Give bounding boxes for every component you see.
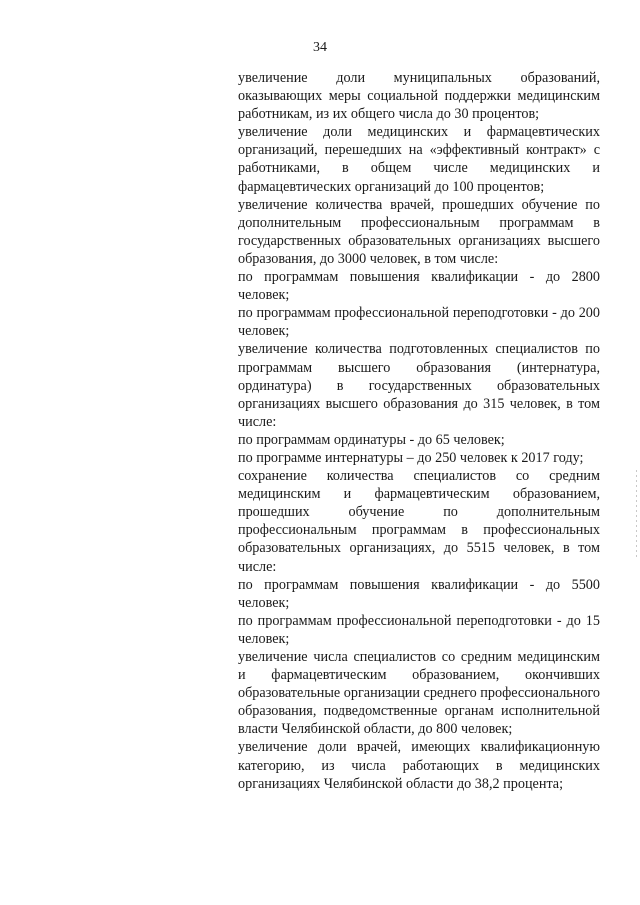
paragraph: по программам ординатуры - до 65 человек; xyxy=(238,431,505,448)
paragraph: по программе интернатуры – до 250 человек к 2017 году; xyxy=(238,449,584,466)
paragraph: сохранение количества специалистов со средним медицинским и фармацевтическим образованием, прошедших обучение по дополнительным профессиональным программам в профессиональных образовательных организациях, до 5515 человек, в том числе: xyxy=(238,468,600,575)
page-number: 34 xyxy=(313,40,327,55)
paragraph: увеличение доли медицинских и фармацевтических организаций, перешедших на «эффективный контракт» с работниками, в общем числе медицинских и фармацевтических организаций до 100 процентов; xyxy=(238,124,600,195)
scan-edge-mark xyxy=(636,470,637,560)
paragraph: увеличение числа специалистов со средним медицинским и фармацевтическим образованием, окончивших образовательные организации среднего профессионального образования, подведомственные органам исполнительной власти Челябинской области, до 800 человек; xyxy=(238,649,600,738)
body-text xyxy=(238,69,600,793)
paragraph: по программам профессиональной переподготовки - до 15 человек; xyxy=(238,612,600,647)
paragraph: увеличение количества врачей, прошедших обучение по дополнительным профессиональным программам в государственных образовательных организациях высшего образования, до 3000 человек, в том числе: xyxy=(238,196,600,267)
paragraph: увеличение доли муниципальных образований, оказывающих меры социальной поддержки медицинским работникам, из их общего числа до 30 процентов; xyxy=(238,70,600,123)
paragraph: увеличение количества подготовленных специалистов по программам высшего образования (интернатура, ординатура) в государственных образовательных организациях высшего образования до 315 человек, в том числе: xyxy=(238,341,600,430)
paragraph: по программам профессиональной переподготовки - до 200 человек; xyxy=(238,305,600,340)
paragraph: по программам повышения квалификации - до 5500 человек; xyxy=(238,576,600,611)
paragraph: увеличение доли врачей, имеющих квалификационную категорию, из числа работающих в медицинских организациях Челябинской области до 38,2 процента; xyxy=(238,739,600,792)
paragraph: по программам повышения квалификации - до 2800 человек; xyxy=(238,269,600,304)
